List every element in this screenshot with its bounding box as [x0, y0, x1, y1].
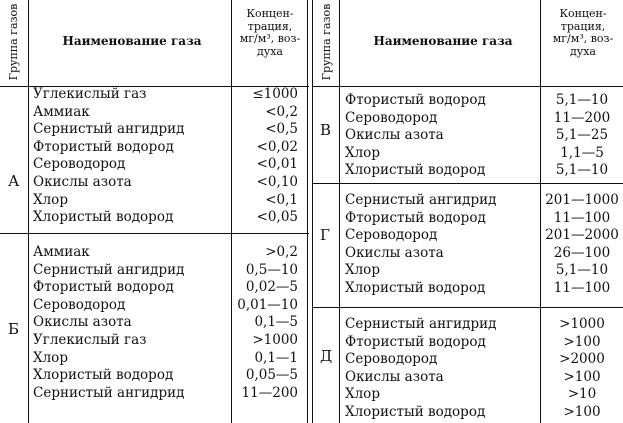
- gas-concentration: 11—100: [553, 280, 611, 296]
- table-row: [0, 350, 309, 367]
- gas-concentration: 11—200: [553, 109, 611, 126]
- group-column-header: Группа газов: [7, 3, 20, 81]
- gas-name: Сероводород: [33, 156, 126, 173]
- conc-header-line: трация,: [560, 19, 606, 33]
- gas-name: Окислы азота: [33, 174, 132, 190]
- table-row: [0, 86, 309, 103]
- gas-concentration: >100: [563, 333, 601, 350]
- table-row: [313, 127, 622, 144]
- table-row: [313, 369, 622, 386]
- table-row: [313, 316, 622, 333]
- gas-name: Хлор: [33, 349, 68, 366]
- gas-concentration: 5,1—10: [555, 262, 609, 279]
- table-row: [0, 244, 309, 261]
- right-table-header: [313, 0, 623, 87]
- gas-concentration: >10: [567, 386, 597, 403]
- gas-concentration: 1,1—5: [560, 144, 604, 161]
- group-separator: [313, 307, 623, 308]
- gas-concentration: <0,2: [265, 103, 298, 120]
- gas-concentration: 0,05—5: [245, 367, 298, 384]
- gas-concentration: ≤1000: [252, 86, 298, 102]
- gas-concentration: <0,1: [265, 191, 298, 208]
- table-row: [0, 174, 309, 191]
- conc-header-line: духа: [569, 44, 596, 58]
- conc-header-line: духа: [256, 44, 283, 58]
- gas-name: Хлор: [345, 144, 380, 161]
- table-row: [313, 145, 622, 162]
- gas-name: Сернистый ангидрид: [345, 192, 497, 208]
- gas-name: Фтористый водород: [33, 279, 174, 296]
- conc-header-line: мг/м³, воз-: [552, 32, 614, 45]
- name-column-header: Наименование газа: [62, 34, 202, 48]
- table-row: [313, 334, 622, 351]
- group-separator: [313, 183, 623, 184]
- group-separator: [0, 233, 309, 234]
- table-row: [313, 351, 622, 368]
- table-row: [0, 385, 309, 402]
- table-row: [313, 280, 622, 297]
- gas-concentration: 5,1—10: [555, 162, 609, 179]
- gas-concentration: 0,1—5: [254, 314, 298, 331]
- gas-concentration: <0,5: [265, 121, 298, 138]
- table-row: [313, 192, 622, 209]
- table-row: [0, 104, 309, 121]
- table-row: [0, 314, 309, 331]
- table-row: [0, 156, 309, 173]
- right-table: [313, 0, 623, 423]
- table-row: [0, 209, 309, 226]
- gas-concentration: 0,02—5: [245, 279, 298, 296]
- gas-concentration: <0,02: [256, 138, 298, 155]
- group-label: Д: [320, 347, 333, 365]
- gas-concentration: 5,1—25: [555, 127, 609, 144]
- gas-concentration: 0,01—10: [237, 296, 298, 313]
- gas-name: Хлористый водород: [33, 367, 174, 384]
- gas-concentration: >100: [563, 368, 601, 385]
- table-row: [0, 297, 309, 314]
- gas-concentration: 26—100: [553, 244, 611, 261]
- table-row: [313, 262, 622, 279]
- gas-name: Хлор: [345, 262, 380, 279]
- table-row: [0, 192, 309, 209]
- gas-concentration: 0,1—1: [254, 349, 298, 366]
- group-label: В: [320, 121, 332, 139]
- gas-name: Окислы азота: [345, 368, 444, 385]
- table-row: [313, 110, 622, 127]
- gas-concentration: >2000: [559, 351, 605, 368]
- gas-concentration: >1000: [252, 332, 298, 348]
- group-column-header: Группа газов: [320, 3, 333, 81]
- gas-name: Углекислый газ: [33, 332, 147, 348]
- gas-name: Фтористый водород: [33, 138, 174, 155]
- gas-name: Хлор: [345, 386, 380, 403]
- gas-name: Хлор: [33, 191, 68, 208]
- gas-name: Сероводород: [345, 109, 438, 126]
- table-row: [0, 367, 309, 384]
- gas-concentration: >1000: [559, 316, 605, 332]
- gas-concentration: >100: [563, 404, 601, 420]
- gas-name: Сероводород: [33, 296, 126, 313]
- table-row: [0, 332, 309, 349]
- gas-name: Хлористый водород: [33, 209, 174, 226]
- gas-name: Сернистый ангидрид: [33, 261, 185, 278]
- gas-concentration: <0,05: [256, 209, 298, 226]
- gas-name: Сернистый ангидрид: [345, 316, 497, 332]
- conc-header-line: Концен-: [246, 7, 294, 20]
- table-row: [313, 162, 622, 179]
- gas-concentration: >0,2: [265, 244, 298, 260]
- gas-concentration: 5,1—10: [555, 92, 609, 108]
- table-row: [313, 245, 622, 262]
- gas-name: Фтористый водород: [345, 333, 486, 350]
- table-row: [313, 92, 622, 109]
- gas-name: Сероводород: [345, 227, 438, 244]
- left-table: [0, 0, 309, 423]
- conc-header-line: мг/м³, воз-: [239, 32, 301, 45]
- gas-concentration: 11—200: [241, 384, 298, 401]
- table-row: [313, 404, 622, 421]
- gas-name: Аммиак: [33, 244, 90, 260]
- gas-concentration: 0,5—10: [245, 261, 298, 278]
- conc-header-line: трация,: [247, 19, 293, 33]
- gas-name: Аммиак: [33, 103, 90, 120]
- gas-concentration: <0,01: [256, 156, 298, 173]
- gas-concentration: <0,10: [256, 174, 298, 190]
- gas-name: Сероводород: [345, 351, 438, 368]
- table-row: [0, 121, 309, 138]
- table-row: [313, 210, 622, 227]
- table-row: [0, 139, 309, 156]
- table-row: [0, 279, 309, 296]
- gas-name: Углекислый газ: [33, 86, 147, 102]
- gas-name: Окислы азота: [33, 314, 132, 331]
- gas-name: Хлористый водород: [345, 404, 486, 420]
- group-label: Б: [8, 320, 20, 338]
- conc-header-line: Концен-: [559, 7, 607, 20]
- gas-concentration: 11—100: [553, 209, 611, 226]
- gas-name: Сернистый ангидрид: [33, 384, 185, 401]
- left-table-header: [0, 0, 309, 87]
- concentration-column-header: [232, 8, 308, 58]
- gas-concentration: 201—2000: [545, 227, 619, 244]
- table-row: [313, 386, 622, 403]
- table-row: [313, 227, 622, 244]
- group-label: Г: [320, 226, 330, 244]
- gas-name: Окислы азота: [345, 244, 444, 261]
- gas-name: Окислы азота: [345, 127, 444, 144]
- gas-concentration: 201—1000: [545, 192, 619, 208]
- gas-name: Фтористый водород: [345, 92, 486, 108]
- gas-name: Фтористый водород: [345, 209, 486, 226]
- concentration-column-header: [545, 8, 621, 58]
- gas-name: Хлористый водород: [345, 280, 486, 296]
- gas-name: Хлористый водород: [345, 162, 486, 179]
- name-column-header: Наименование газа: [373, 34, 513, 48]
- gas-name: Сернистый ангидрид: [33, 121, 185, 138]
- table-row: [0, 262, 309, 279]
- group-label: А: [8, 172, 20, 190]
